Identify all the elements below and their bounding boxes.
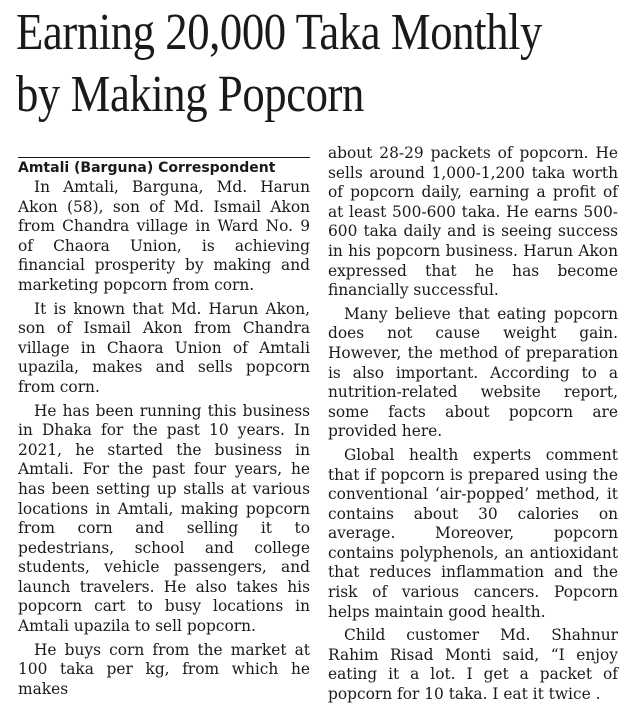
left-column: [18, 178, 310, 703]
paragraph: Child customer Md. Shahnur Rahim Risad Monti said, “I enjoy eating it a lot. I get a packet of popcorn for 10 taka. I eat it twice .: [328, 626, 618, 704]
right-column: [328, 144, 618, 709]
paragraph: He has been running this business in Dhaka for the past 10 years. In 2021, he started the business in Amtali. For the past four years, he has been setting up stalls at various locations in Amtali, making popcorn from corn and selling it to pedestrians, school and college students, vehicle passengers, and launch travelers. He also takes his popcorn cart to busy locations in Amtali upazila to sell popcorn.: [18, 401, 310, 636]
paragraph: Many believe that eating popcorn does not cause weight gain. However, the method of preparation is also important. According to a nutrition-related website report, some facts about popcorn are provided here.: [328, 304, 618, 441]
headline-line-2: by Making Popcorn: [16, 66, 364, 123]
byline: Amtali (Barguna) Correspondent: [18, 157, 310, 177]
headline-line-1: Earning 20,000 Taka Monthly: [16, 4, 542, 61]
paragraph: He buys corn from the market at 100 taka per kg, from which he makes: [18, 640, 310, 698]
paragraph: In Amtali, Barguna, Md. Harun Akon (58), son of Md. Ismail Akon from Chandra village in Ward No. 9 of Chaora Union, is achieving financial prosperity by making and marketing popcorn from corn.: [18, 178, 310, 294]
paragraph: It is known that Md. Harun Akon, son of Ismail Akon from Chandra village in Chaora Union of Amtali upazila, makes and sells popcorn from corn.: [18, 299, 310, 396]
paragraph: about 28-29 packets of popcorn. He sells around 1,000-1,200 taka worth of popcorn daily, earning a profit of at least 500-600 taka. He earns 500-600 taka daily and is seeing success in his popcorn business. Harun Akon expressed that he has become financially successful.: [328, 144, 618, 300]
headline: [16, 2, 542, 126]
paragraph: Global health experts comment that if popcorn is prepared using the conventional ‘air-popped’ method, it contains about 30 calories on average. Moreover, popcorn contains polyphenols, an antioxidant that reduces inflammation and the risk of various cancers. Popcorn helps maintain good health.: [328, 445, 618, 621]
